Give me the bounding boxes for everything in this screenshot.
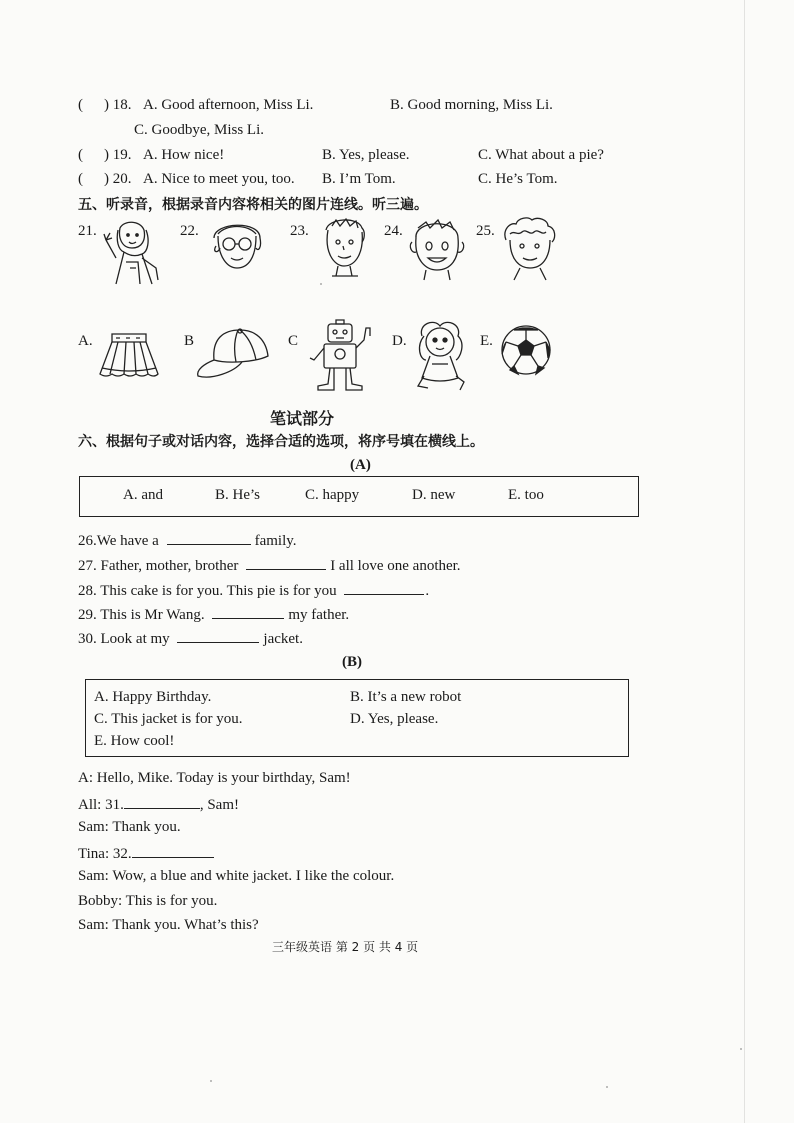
question-text: jacket. (263, 631, 303, 647)
question-text: 30. Look at my (78, 631, 170, 647)
fill-question-26 (78, 530, 297, 550)
dialogue-line-32 (78, 843, 214, 863)
scan-edge-line (744, 0, 745, 1123)
dialogue-line: Bobby: This is for you. (78, 893, 218, 909)
question-text: . (425, 583, 430, 599)
fill-question-29 (78, 604, 349, 624)
sentence-option: C. This jacket is for you. (94, 711, 243, 727)
person-number: 22. (180, 223, 199, 239)
sentence-option: B. It’s a new robot (350, 689, 462, 705)
sentence-option: E. How cool! (94, 733, 175, 749)
woman-waving-icon[interactable] (102, 218, 166, 290)
option-a: A. Nice to meet you, too. (143, 171, 295, 187)
robot-icon[interactable] (304, 318, 374, 392)
sentence-option: A. Happy Birthday. (94, 689, 212, 705)
question-text: 29. This is Mr Wang. (78, 607, 205, 623)
answer-blank[interactable] (124, 794, 200, 809)
item-label: A. (78, 333, 93, 349)
curly-hair-kid-icon[interactable] (500, 216, 558, 282)
option-c: C. What about a pie? (478, 147, 604, 163)
question-text: 26.We have a (78, 533, 159, 549)
answer-paren[interactable]: ( (78, 171, 83, 187)
option-a: A. How nice! (143, 147, 225, 163)
item-label: E. (480, 333, 493, 349)
scan-speck (606, 1086, 608, 1088)
question-text: 27. Father, mother, brother (78, 558, 239, 574)
answer-blank[interactable] (344, 580, 424, 595)
dialogue-line: Sam: Thank you. What’s this? (78, 917, 259, 933)
word-option: B. He’s (215, 487, 260, 503)
word-option: C. happy (305, 487, 360, 503)
dialogue-line: Sam: Thank you. (78, 819, 181, 835)
option-b: B. I’m Tom. (322, 171, 396, 187)
answer-blank[interactable] (212, 604, 284, 619)
item-label: B (184, 333, 195, 349)
answer-paren[interactable]: ( (78, 97, 83, 113)
boy-icon[interactable] (318, 216, 370, 280)
person-number: 25. (476, 223, 495, 239)
dialogue-line: Sam: Wow, a blue and white jacket. I like the colour. (78, 868, 395, 884)
question-text: my father. (288, 607, 350, 623)
option-c: C. He’s Tom. (478, 171, 558, 187)
person-number: 23. (290, 223, 309, 239)
sentence-option: D. Yes, please. (350, 711, 439, 727)
option-b: B. Good morning, Miss Li. (390, 97, 553, 113)
scan-speck (740, 1048, 742, 1050)
part-a-label: (A) (350, 457, 371, 473)
dialogue-line: A: Hello, Mike. Today is your birthday, Sam! (78, 770, 351, 786)
smiling-boy-icon[interactable] (406, 216, 468, 282)
dialogue-text: , Sam! (199, 797, 240, 813)
word-option: A. and (123, 487, 163, 503)
word-option: E. too (508, 487, 544, 503)
item-label: C (288, 333, 299, 349)
section6-heading: 六、根据句子或对话内容，选择合适的选项，将序号填在横线上。 (78, 434, 484, 450)
cap-icon[interactable] (194, 326, 272, 384)
option-b: B. Yes, please. (322, 147, 410, 163)
fill-question-30 (78, 628, 303, 648)
question-number: ) 19. (104, 147, 132, 163)
dialogue-line-31 (78, 794, 239, 814)
part-b-label: (B) (342, 654, 362, 670)
answer-blank[interactable] (167, 530, 251, 545)
fill-question-28 (78, 580, 429, 600)
page-footer: 三年级英语 第 2 页 共 4 页 (272, 940, 419, 954)
person-number: 24. (384, 223, 403, 239)
option-c: C. Goodbye, Miss Li. (134, 122, 265, 138)
doll-icon[interactable] (410, 320, 472, 392)
question-text: 28. This cake is for you. This pie is for you (78, 583, 337, 599)
question-text: I all love one another. (330, 558, 461, 574)
answer-blank[interactable] (246, 555, 326, 570)
item-label: D. (392, 333, 407, 349)
dialogue-text: All: 31. (78, 797, 124, 813)
option-a: A. Good afternoon, Miss Li. (143, 97, 314, 113)
word-option: D. new (412, 487, 456, 503)
skirt-icon[interactable] (96, 330, 162, 382)
scan-speck (210, 1080, 212, 1082)
football-icon[interactable] (500, 324, 552, 376)
answer-blank[interactable] (132, 843, 214, 858)
answer-paren[interactable]: ( (78, 147, 83, 163)
question-text: family. (254, 533, 297, 549)
answer-blank[interactable] (177, 628, 259, 643)
fill-question-27 (78, 555, 461, 575)
person-number: 21. (78, 223, 97, 239)
dialogue-text: Tina: 32. (78, 846, 132, 862)
section5-heading: 五、听录音，根据录音内容将相关的图片连线。听三遍。 (78, 197, 428, 213)
written-part-title: 笔试部分 (270, 409, 335, 428)
question-number: ) 20. (104, 171, 132, 187)
girl-glasses-icon[interactable] (206, 218, 268, 274)
question-number: ) 18. (104, 97, 132, 113)
scan-speck (320, 283, 322, 285)
